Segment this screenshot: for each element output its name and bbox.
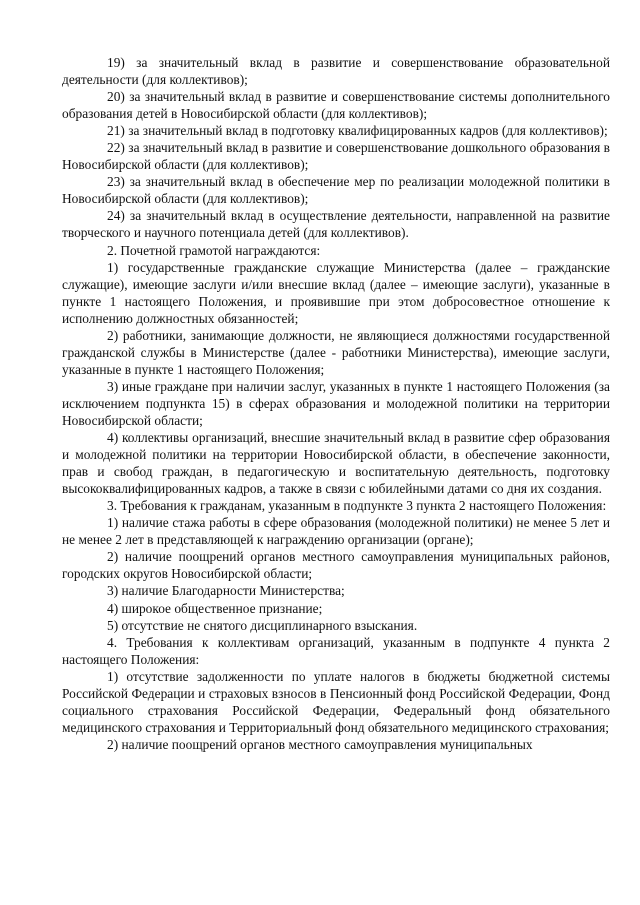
- section-2-item-3: 3) иные граждане при наличии заслуг, указанных в пункте 1 настоящего Положения (за исключением подпункта 15) в сферах образования и молодежной политики на территории Новосибирской области;: [62, 378, 610, 428]
- document-page: [62, 54, 610, 753]
- section-4-heading: 4. Требования к коллективам организаций, указанным в подпункте 4 пункта 2 настоящего Положения:: [62, 634, 610, 667]
- section-3-heading: 3. Требования к гражданам, указанным в подпункте 3 пункта 2 настоящего Положения:: [107, 498, 607, 514]
- section-2-heading: 2. Почетной грамотой награждаются:: [107, 242, 321, 258]
- paragraph-item-21: 21) за значительный вклад в подготовку квалифицированных кадров (для коллективов);: [107, 123, 608, 139]
- paragraph-item-20: 20) за значительный вклад в развитие и совершенствование системы дополнительного образования детей в Новосибирской области (для коллективов);: [62, 89, 610, 122]
- section-3-item-4: 4) широкое общественное признание;: [107, 600, 323, 616]
- paragraph-item-19: 19) за значительный вклад в развитие и совершенствование образовательной деятельности (для коллективов);: [62, 55, 610, 88]
- section-3-item-3: 3) наличие Благодарности Министерства;: [107, 583, 345, 599]
- section-4-item-2: 2) наличие поощрений органов местного самоуправления муниципальных: [107, 736, 533, 752]
- paragraph-item-23: 23) за значительный вклад в обеспечение мер по реализации молодежной политики в Новосибирской области (для коллективов);: [62, 174, 610, 207]
- section-2-item-1: 1) государственные гражданские служащие Министерства (далее – гражданские служащие), имеющие заслуги и/или внесшие вклад (далее – имеющие заслуги), указанные в пункте 1 настоящего Положения, и проявившие при этом добросовестное отношение к исполнению должностных обязанностей;: [62, 259, 610, 326]
- paragraph-item-24: 24) за значительный вклад в осуществление деятельности, направленной на развитие творческого и научного потенциала детей (для коллективов).: [62, 208, 610, 241]
- section-4-item-1: 1) отсутствие задолженности по уплате налогов в бюджеты бюджетной системы Российской Федерации и страховых взносов в Пенсионный фонд Российской Федерации, Фонд социального страхования Российской Федерации, Федеральный фонд обязательного медицинского страхования и Территориальный фонд обязательного медицинского страхования;: [62, 668, 610, 735]
- section-2-item-2: 2) работники, занимающие должности, не являющиеся должностями государственной гражданской службы в Министерстве (далее - работники Министерства), имеющие заслуги, указанные в пункте 1 настоящего Положения;: [62, 327, 610, 377]
- section-2-item-4: 4) коллективы организаций, внесшие значительный вклад в развитие сфер образования и молодежной политики на территории Новосибирской области, в обеспечение законности, прав и свобод граждан, в педагогическую и воспитательную деятельность, подготовку высококвалифицированных кадров, а также в связи с юбилейными датами со дня их создания.: [62, 430, 610, 497]
- paragraph-item-22: 22) за значительный вклад в развитие и совершенствование дошкольного образования в Новосибирской области (для коллективов);: [62, 140, 610, 173]
- section-3-item-5: 5) отсутствие не снятого дисциплинарного взыскания.: [107, 617, 418, 633]
- section-3-item-2: 2) наличие поощрений органов местного самоуправления муниципальных районов, городских округов Новосибирской области;: [62, 549, 610, 582]
- section-3-item-1: 1) наличие стажа работы в сфере образования (молодежной политики) не менее 5 лет и не менее 2 лет в представляющей к награждению организации (органе);: [62, 515, 610, 548]
